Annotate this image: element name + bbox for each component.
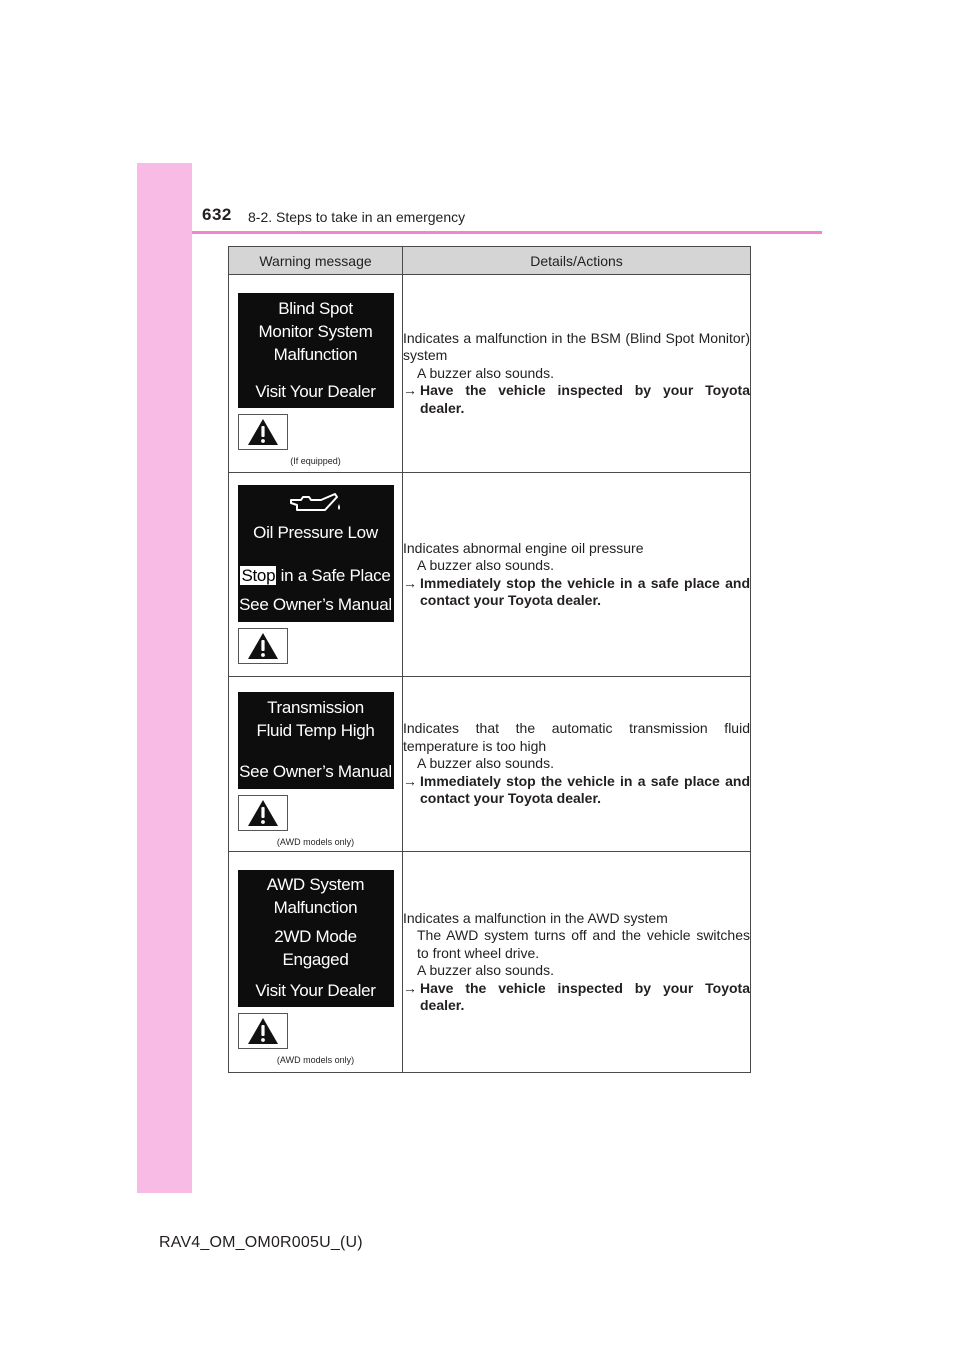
oil-can-icon <box>287 491 345 519</box>
table-header-row <box>229 247 751 275</box>
details-cell <box>403 677 751 852</box>
action-item <box>403 980 750 1015</box>
description-text: Indicates that the automatic transmission fluid temperature is too high <box>403 720 750 754</box>
display-screen <box>238 485 394 622</box>
display-line: See Owner’s Manual <box>239 761 392 781</box>
warning-indicator-box <box>238 414 288 450</box>
warning-indicator-box <box>238 628 288 664</box>
display-line: Visit Your Dealer <box>255 381 376 401</box>
warning-triangle-icon <box>246 798 280 828</box>
sub-text: The AWD system turns off and the vehicle switches to front wheel drive. <box>417 927 750 961</box>
display-line-rest: in a Safe Place <box>280 566 391 585</box>
table-row <box>229 473 751 677</box>
warning-indicator-box <box>238 795 288 831</box>
display-line: Engaged <box>282 949 349 969</box>
description-text: Indicates a malfunction in the AWD system <box>403 909 668 926</box>
warning-triangle-icon <box>246 417 280 447</box>
document-code: RAV4_OM_OM0R005U_(U) <box>159 1234 363 1251</box>
warning-indicator-box <box>238 1013 288 1049</box>
display-line: See Owner’s Manual <box>239 595 392 614</box>
display-line: Visit Your Dealer <box>255 980 376 1000</box>
display-line: AWD System <box>266 874 365 894</box>
arrow-icon: → <box>403 574 417 591</box>
model-note: (AWD models only) <box>276 1054 355 1065</box>
details-cell <box>403 473 751 677</box>
side-tab-band <box>137 163 192 1193</box>
arrow-icon: → <box>403 772 417 789</box>
warning-triangle-icon <box>246 631 280 661</box>
section-title: 8-2. Steps to take in an emergency <box>248 209 466 225</box>
display-screen <box>238 293 394 408</box>
action-item <box>403 575 750 610</box>
column-header-details-actions: Details/Actions <box>403 247 751 275</box>
action-item <box>403 773 750 808</box>
sub-text: A buzzer also sounds. <box>417 557 554 573</box>
display-highlight: Stop <box>241 566 276 585</box>
page-number: 632 <box>202 205 232 224</box>
column-header-warning-message: Warning message <box>229 247 403 275</box>
description-text: Indicates a malfunction in the BSM (Blind Spot Monitor) system <box>403 329 750 364</box>
display-line: Fluid Temp High <box>256 720 375 740</box>
model-note: (AWD models only) <box>276 836 355 847</box>
action-text: Have the vehicle inspected by your Toyota dealer. <box>420 979 750 1013</box>
table-row <box>229 852 751 1073</box>
sub-text: A buzzer also sounds. <box>417 962 554 978</box>
table-row <box>229 677 751 852</box>
warning-triangle-icon <box>246 1016 280 1046</box>
arrow-icon: → <box>403 979 417 996</box>
warning-message-cell <box>229 473 403 677</box>
warning-message-cell <box>229 852 403 1073</box>
warning-message-cell <box>229 275 403 473</box>
warning-message-table <box>228 246 751 1073</box>
display-line: 2WD Mode <box>274 926 357 946</box>
display-line: Blind Spot <box>278 298 353 318</box>
display-line: Malfunction <box>273 344 358 364</box>
display-line <box>238 564 394 587</box>
display-line: Malfunction <box>273 897 358 917</box>
header-rule <box>192 231 822 234</box>
action-text: Immediately stop the vehicle in a safe place and contact your Toyota dealer. <box>420 772 750 807</box>
table-row <box>229 275 751 473</box>
action-text: Have the vehicle inspected by your Toyota dealer. <box>420 382 750 416</box>
description-text: Indicates abnormal engine oil pressure <box>403 539 644 556</box>
action-text: Immediately stop the vehicle in a safe place and contact your Toyota dealer. <box>420 574 750 608</box>
display-line: Monitor System <box>258 321 373 341</box>
model-note: (If equipped) <box>290 455 341 466</box>
display-line: Oil Pressure Low <box>253 523 378 542</box>
sub-text: A buzzer also sounds. <box>417 755 554 772</box>
action-item <box>403 382 750 417</box>
details-cell <box>403 275 751 473</box>
arrow-icon: → <box>403 382 417 399</box>
sub-text: A buzzer also sounds. <box>417 364 554 381</box>
warning-message-cell <box>229 677 403 852</box>
details-cell <box>403 852 751 1073</box>
display-screen <box>238 870 394 1007</box>
display-screen <box>238 692 394 789</box>
display-line: Transmission <box>267 697 364 717</box>
